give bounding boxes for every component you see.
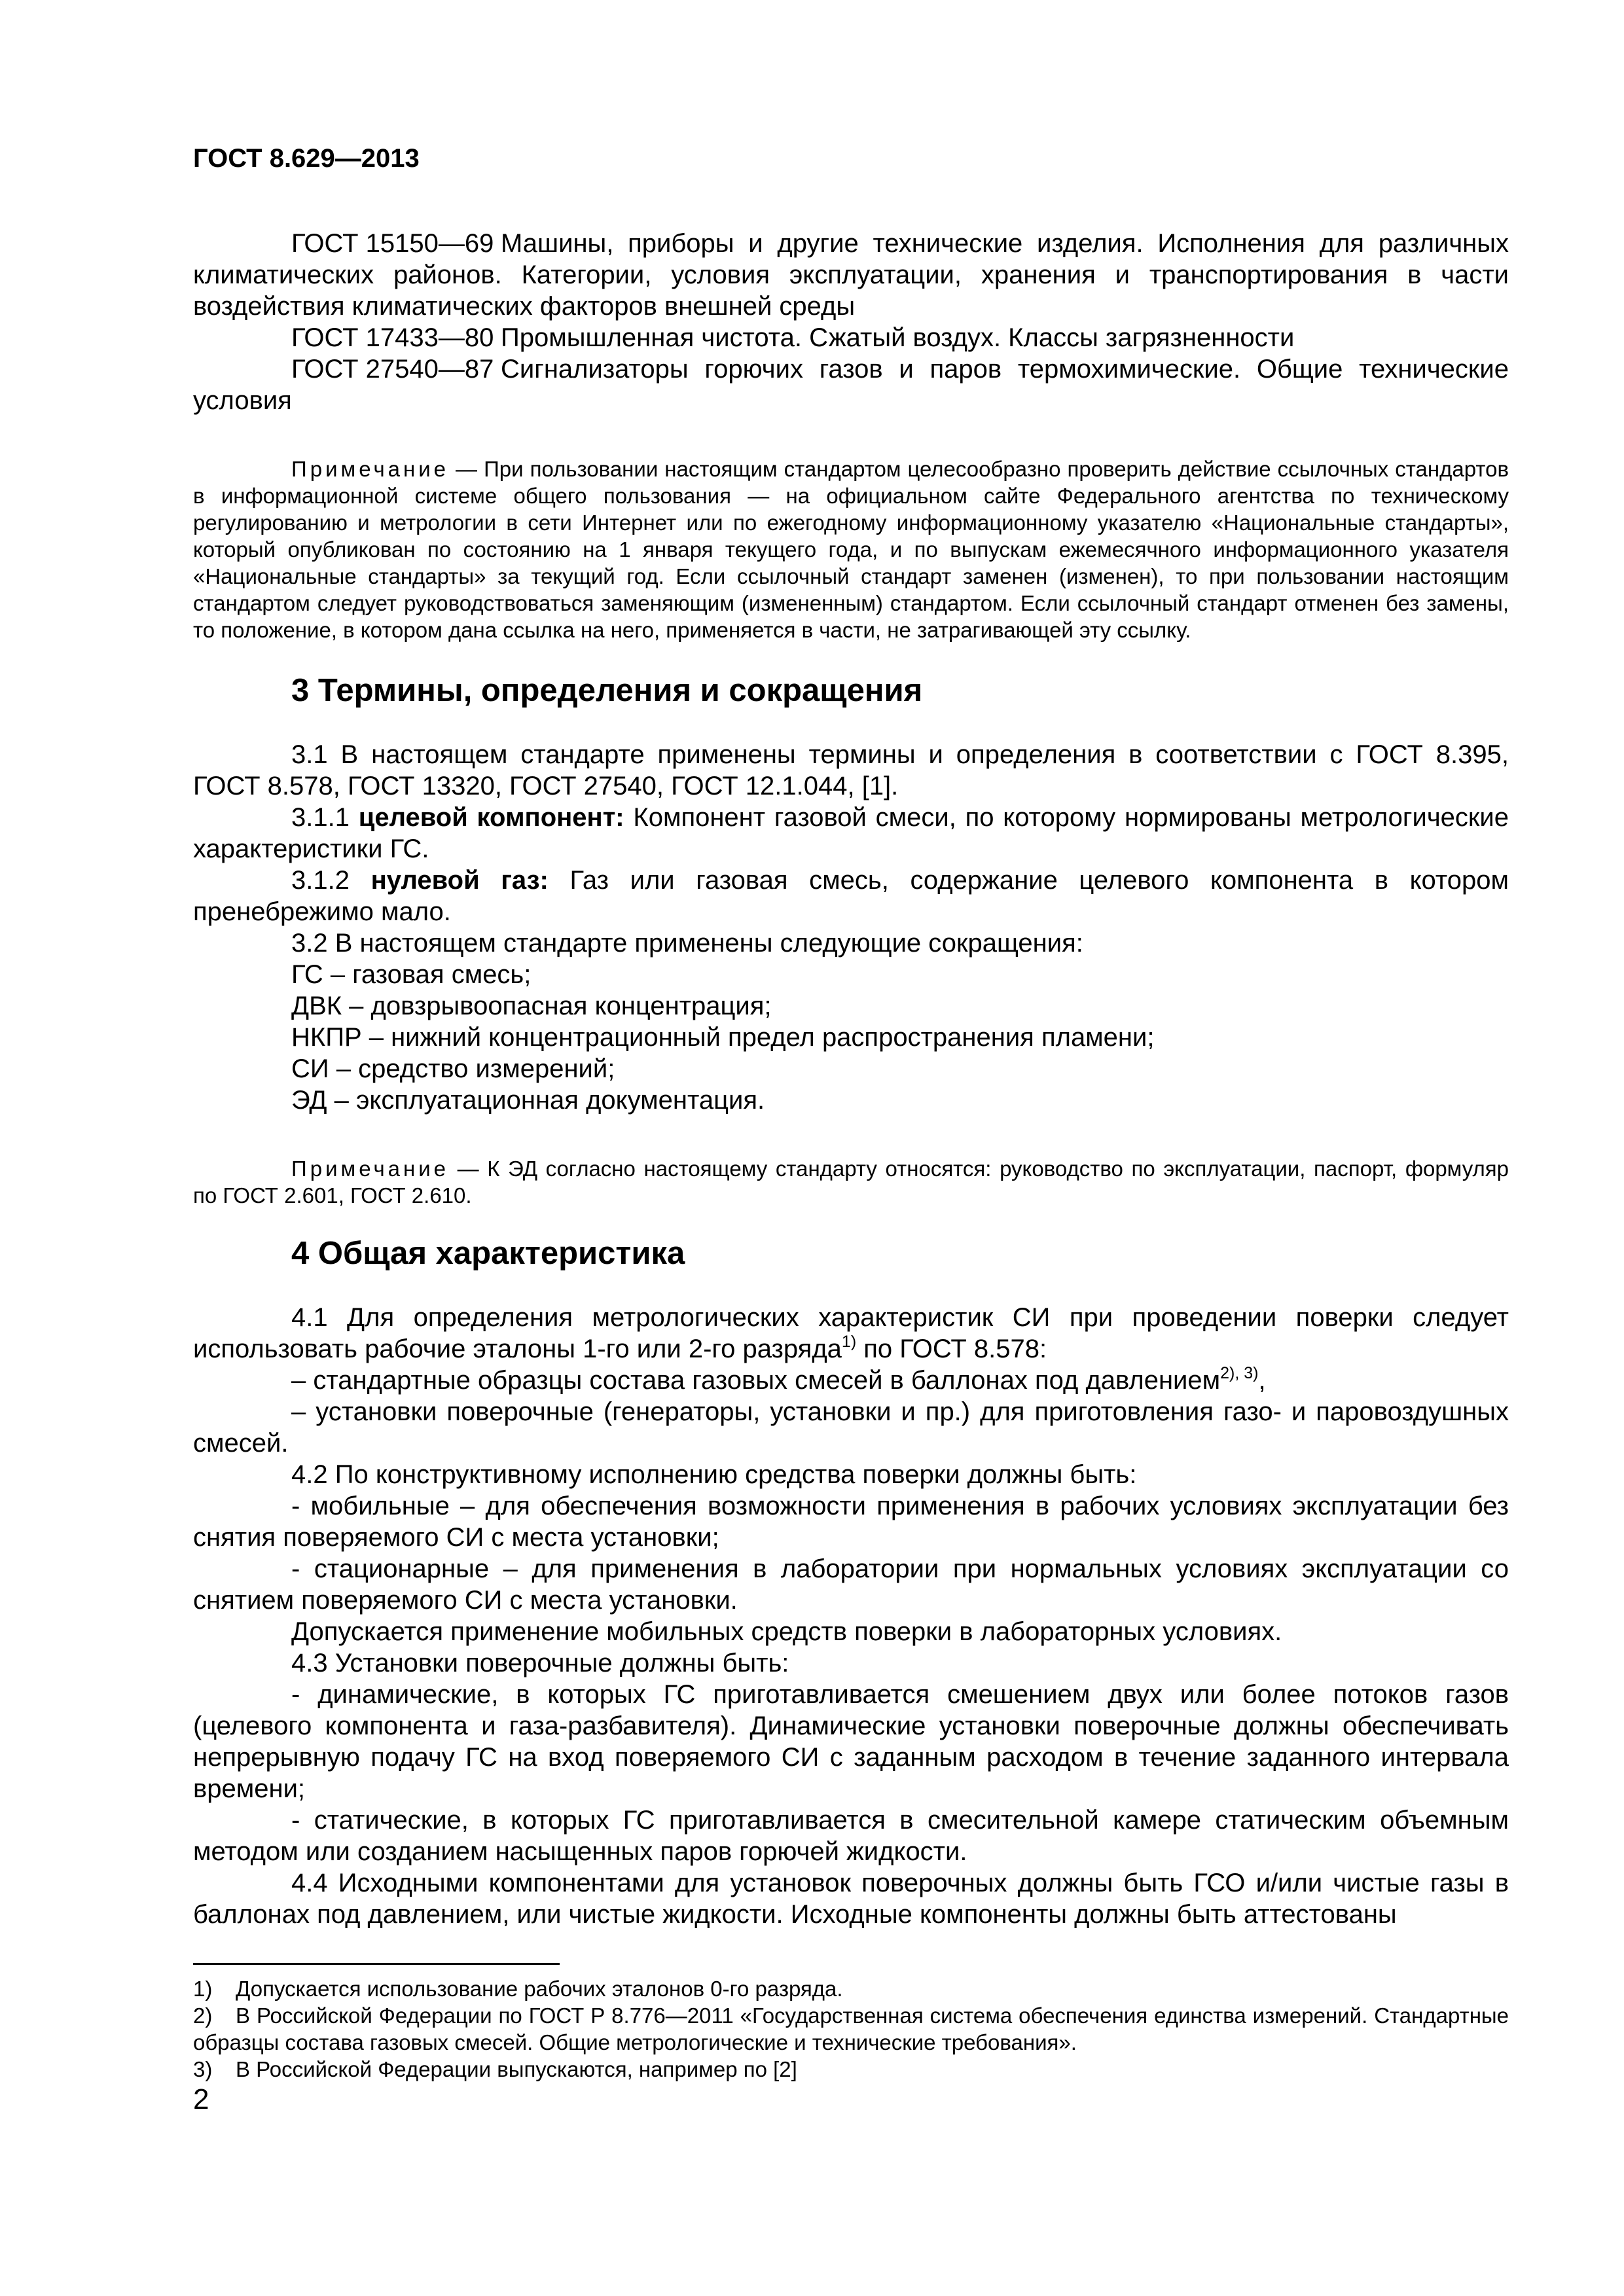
list-item: - мобильные – для обеспечения возможности применения в рабочих условиях эксплуатации без снятия поверяемого СИ с места установки; — [193, 1492, 1509, 1552]
footnote — [193, 2002, 1509, 2056]
note-label: Примечание — [291, 457, 450, 481]
list-item: - стационарные – для применения в лаборатории при нормальных условиях эксплуатации со снятием поверяемого СИ с места установки. — [193, 1554, 1509, 1615]
footnote-ref: 2), 3) — [1220, 1364, 1259, 1382]
footnote-ref: 1) — [841, 1333, 857, 1351]
reference-number: ГОСТ 27540—87 — [291, 355, 494, 384]
reference-title: Сигнализаторы горючих газов и паров термохимические. Общие технические условия — [193, 355, 1509, 415]
footnote — [193, 1975, 1509, 2002]
footnote-number: 2) — [193, 2003, 213, 2028]
section-3-title: 3 Термины, определения и сокращения — [291, 673, 923, 708]
term-definition: Газ или газовая смесь, содержание целевого компонента в котором пренебрежимо мало. — [193, 866, 1509, 926]
note-label: Примечание — [291, 1157, 450, 1181]
section-4-title: 4 Общая характеристика — [291, 1236, 685, 1271]
paragraph-3-2: 3.2 В настоящем стандарте применены следующие сокращения: — [291, 929, 1083, 958]
term-name: целевой компонент: — [358, 803, 624, 832]
reference-title: Промышленная чистота. Сжатый воздух. Классы загрязненности — [501, 323, 1295, 352]
abbreviation-item: СИ – средство измерений; — [291, 1054, 615, 1083]
reference-entry — [193, 353, 1509, 416]
note-text: — К ЭД согласно настоящему стандарту относятся: руководство по эксплуатации, паспорт, формуляр по ГОСТ 2.601, ГОСТ 2.610. — [193, 1157, 1509, 1208]
term-number: 3.1.2 — [291, 866, 371, 895]
list-item-text: , — [1258, 1366, 1266, 1395]
paragraph-text: по ГОСТ 8.578: — [856, 1335, 1047, 1363]
footnote-text: В Российской Федерации по ГОСТ Р 8.776—2011 «Государственная система обеспечения единства измерений. Стандартные образцы состава газовых смесей. Общие метрологические и технические требования». — [193, 2003, 1509, 2054]
paragraph-3-1: 3.1 В настоящем стандарте применены термины и определения в соответствии с ГОСТ 8.395, ГОСТ 8.578, ГОСТ 13320, ГОСТ 27540, ГОСТ 12.1.044, [1]. — [193, 740, 1509, 800]
reference-number: ГОСТ 15150—69 — [291, 229, 494, 258]
paragraph-text: 4.1 Для определения метрологических характеристик СИ при проведении поверки следует использовать рабочие эталоны 1-го или 2-го разряда — [193, 1303, 1509, 1363]
reference-title: Машины, приборы и другие технические изделия. Исполнения для различных климатических районов. Категории, условия эксплуатации, хранения и транспортирования в части воздействия климатических факторов внешней среды — [193, 229, 1509, 321]
document-page — [193, 143, 1509, 2117]
term-3-1-1 — [193, 802, 1509, 865]
abbreviation-item: ДВК – довзрывоопасная концентрация; — [291, 992, 772, 1020]
reference-entry — [193, 228, 1509, 322]
paragraph-4-4: 4.4 Исходными компонентами для установок поверочных должны быть ГСО и/или чистые газы в баллонах под давлением, или чистые жидкости. Исходные компоненты должны быть аттестованы — [193, 1869, 1509, 1929]
reference-number: ГОСТ 17433—80 — [291, 323, 494, 352]
footnote-text: В Российской Федерации выпускаются, например по [2] — [236, 2057, 797, 2081]
note-documentation — [193, 1155, 1509, 1209]
term-name: нулевой газ: — [370, 866, 549, 895]
paragraph-4-2: 4.2 По конструктивному исполнению средства поверки должны быть: — [291, 1460, 1137, 1489]
term-3-1-2 — [193, 865, 1509, 927]
list-item: - динамические, в которых ГС приготавливается смешением двух или более потоков газов (целевого компонента и газа-разбавителя). Динамические установки поверочные должны обеспечивать непрерывную подачу ГС на вход поверяемого СИ с заданным расходом в течение заданного интервала времени; — [193, 1680, 1509, 1803]
document-header: ГОСТ 8.629—2013 — [193, 144, 420, 173]
list-item: - статические, в которых ГС приготавливается в смесительной камере статическим объемным методом или созданием насыщенных паров горючей жидкости. — [193, 1806, 1509, 1866]
term-definition: Компонент газовой смеси, по которому нормированы метрологические характеристики ГС. — [193, 803, 1509, 863]
footnote-number: 3) — [193, 2057, 213, 2081]
paragraph-4-1 — [193, 1302, 1509, 1365]
abbreviation-item: НКПР – нижний концентрационный предел распространения пламени; — [291, 1023, 1155, 1052]
page-number: 2 — [193, 2083, 209, 2115]
abbreviation-item: ЭД – эксплуатационная документация. — [291, 1086, 765, 1115]
list-item-text: – стандартные образцы состава газовых смесей в баллонах под давлением — [291, 1366, 1221, 1395]
note-references — [193, 456, 1509, 643]
list-item: – установки поверочные (генераторы, установки и пр.) для приготовления газо- и паровоздушных смесей. — [193, 1397, 1509, 1458]
term-number: 3.1.1 — [291, 803, 359, 832]
footnote — [193, 2056, 1509, 2083]
reference-entry — [193, 322, 1509, 353]
footnote-number: 1) — [193, 1977, 213, 2001]
abbreviation-item: ГС – газовая смесь; — [291, 960, 532, 989]
footnote-text: Допускается использование рабочих эталонов 0-го разряда. — [236, 1977, 843, 2001]
paragraph-4-3: 4.3 Установки поверочные должны быть: — [291, 1649, 789, 1677]
note-text: — При пользовании настоящим стандартом целесообразно проверить действие ссылочных стандартов в информационной системе общего пользования — на официальном сайте Федерального агентства по техническому регулированию и метрологии в сети Интернет или по ежегодному информационному указателю «Национальные стандарты», который опубликован по состоянию на 1 января текущего года, и по выпускам ежемесячного информационного указателя «Национальные стандарты» за текущий год. Если ссылочный стандарт заменен (изменен), то при пользовании настоящим стандартом следует руководствоваться заменяющим (измененным) стандартом. Если ссылочный стандарт отменен без замены, то положение, в котором дана ссылка на него, применяется в части, не затрагивающей эту ссылку. — [193, 457, 1509, 642]
list-item — [193, 1365, 1509, 1396]
paragraph-allowance: Допускается применение мобильных средств поверки в лабораторных условиях. — [291, 1617, 1282, 1646]
